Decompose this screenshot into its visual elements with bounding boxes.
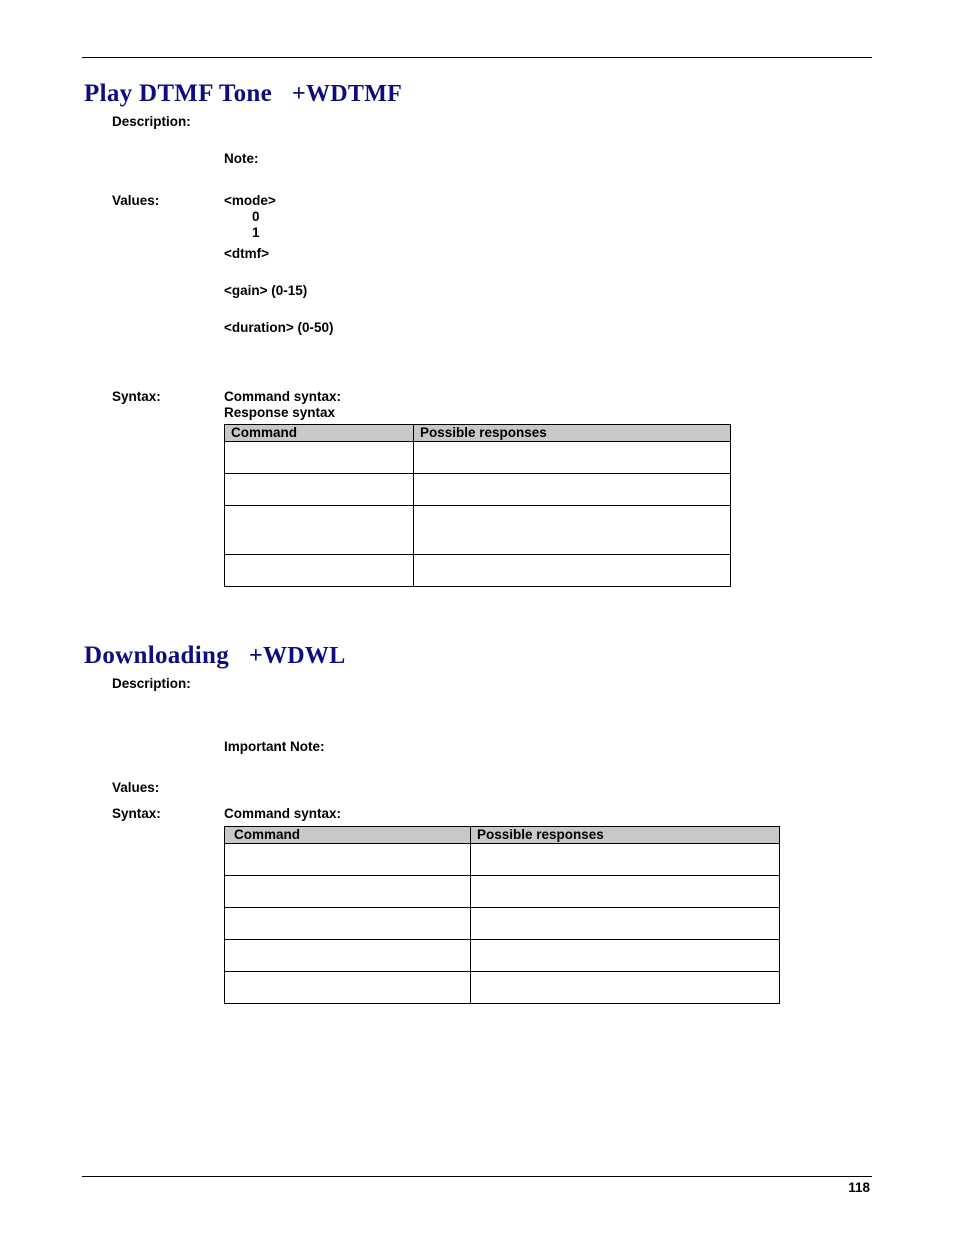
description-label: Description:	[112, 114, 191, 129]
table-row	[225, 844, 780, 876]
syntax-label: Syntax:	[112, 389, 161, 404]
table-row	[225, 555, 731, 587]
param-duration: <duration> (0-50)	[224, 320, 334, 335]
table-header-row	[225, 425, 731, 442]
table-header-row	[225, 827, 780, 844]
values-label: Values:	[112, 780, 160, 795]
values-label: Values:	[112, 193, 160, 208]
table-cell-command	[225, 555, 414, 587]
column-header-possible-responses: Possible responses	[471, 827, 780, 844]
table-row	[225, 940, 780, 972]
table-cell-command	[225, 908, 471, 940]
table-row	[225, 972, 780, 1004]
table-cell-command	[225, 442, 414, 474]
page-number: 118	[848, 1180, 870, 1195]
command-syntax-label: Command syntax:	[224, 389, 342, 404]
section-command: +WDWL	[249, 643, 346, 669]
table-cell-response	[471, 972, 780, 1004]
param-gain: <gain> (0-15)	[224, 283, 308, 298]
table-cell-response	[471, 844, 780, 876]
table-cell-command	[225, 474, 414, 506]
param-mode-value-1: 1	[252, 225, 260, 240]
table-cell-command	[225, 844, 471, 876]
section-heading-play-dtmf-tone	[84, 80, 402, 108]
section-command: +WDTMF	[292, 81, 403, 107]
table-cell-response	[414, 506, 731, 555]
table-cell-response	[414, 442, 731, 474]
section-title: Downloading	[84, 642, 230, 669]
table-row	[225, 442, 731, 474]
column-header-possible-responses: Possible responses	[414, 425, 731, 442]
table-cell-response	[414, 474, 731, 506]
section-title: Play DTMF Tone	[84, 80, 273, 107]
table-cell-command	[225, 972, 471, 1004]
column-header-command: Command	[225, 425, 414, 442]
command-syntax-label: Command syntax:	[224, 806, 342, 821]
footer-rule	[82, 1176, 872, 1177]
table-cell-response	[471, 940, 780, 972]
wdtmf-command-table	[224, 424, 731, 587]
table-cell-response	[471, 876, 780, 908]
syntax-label: Syntax:	[112, 806, 161, 821]
header-rule	[82, 57, 872, 58]
table-row	[225, 876, 780, 908]
table-row	[225, 506, 731, 555]
wdwl-command-table	[224, 826, 780, 1004]
column-header-command: Command	[225, 827, 471, 844]
param-mode: <mode>	[224, 193, 276, 208]
important-note-label: Important Note:	[224, 739, 325, 754]
table-cell-command	[225, 876, 471, 908]
table-cell-response	[471, 908, 780, 940]
description-label: Description:	[112, 676, 191, 691]
table-cell-response	[414, 555, 731, 587]
note-label: Note:	[224, 151, 259, 166]
param-mode-value-0: 0	[252, 209, 260, 224]
table-cell-command	[225, 940, 471, 972]
response-syntax-label: Response syntax	[224, 405, 336, 420]
table-row	[225, 908, 780, 940]
section-heading-downloading	[84, 642, 346, 670]
param-dtmf: <dtmf>	[224, 246, 270, 261]
table-cell-command	[225, 506, 414, 555]
table-row	[225, 474, 731, 506]
